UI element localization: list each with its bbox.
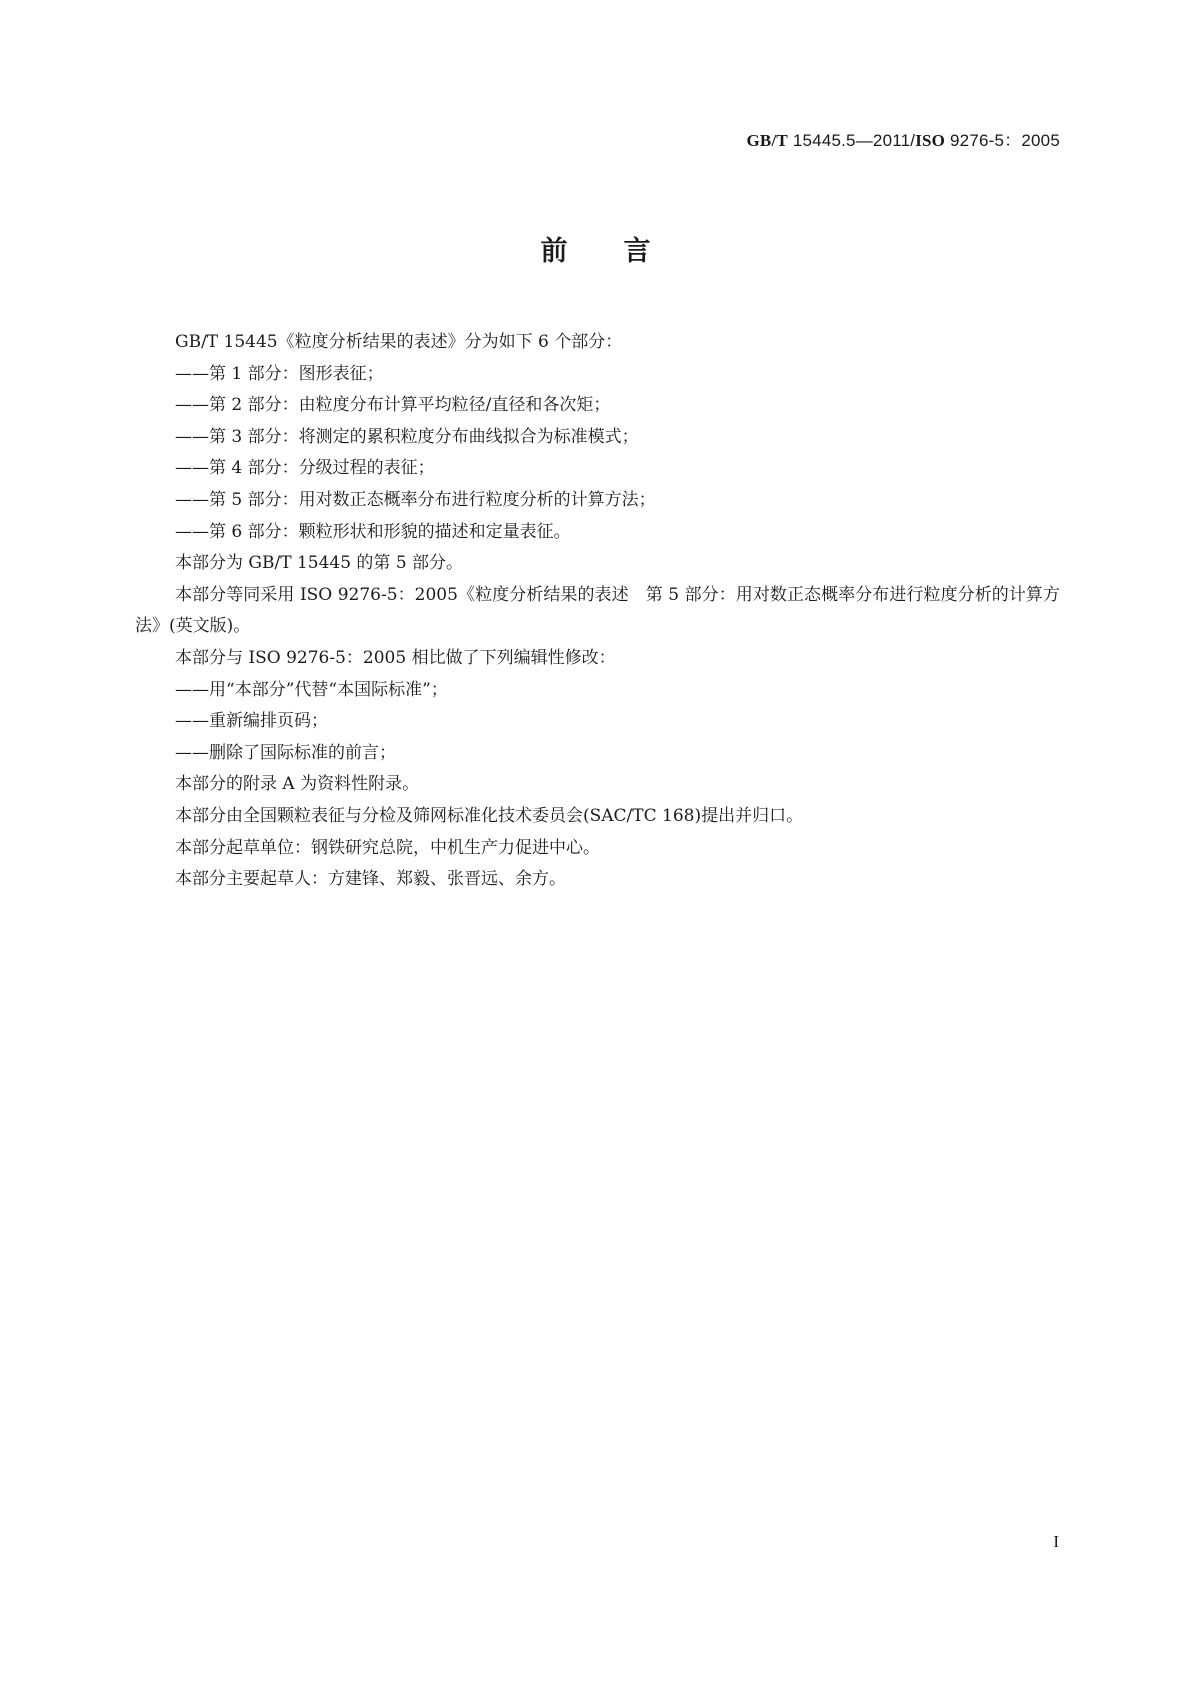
page-title-char-2: 言 xyxy=(623,236,651,267)
list-item: ——第 2 部分：由粒度分布计算平均粒径/直径和各次矩； xyxy=(175,395,611,416)
page-title xyxy=(0,229,1191,268)
list-item: ——用“本部分”代替“本国际标准”； xyxy=(175,679,448,700)
paragraph: 本部分等同采用 ISO 9276-5：2005《粒度分析结果的表述 第 5 部分：用对数正态概率分布进行粒度分析的计算方法》(英文版)。 xyxy=(135,584,1060,637)
paragraph: 本部分主要起草人：方建锋、郑毅、张晋远、余方。 xyxy=(175,869,566,890)
paragraph: 本部分的附录 A 为资料性附录。 xyxy=(175,774,420,795)
standard-prefix-iso: ISO xyxy=(915,131,946,150)
paragraph: 本部分起草单位：钢铁研究总院，中机生产力促进中心。 xyxy=(175,837,600,858)
list-item: ——第 6 部分：颗粒形状和形貌的描述和定量表征。 xyxy=(175,521,571,542)
paragraph: 本部分为 GB/T 15445 的第 5 部分。 xyxy=(175,553,464,574)
page-title-char-1: 前 xyxy=(540,236,568,267)
paragraph: GB/T 15445《粒度分析结果的表述》分为如下 6 个部分： xyxy=(175,332,623,352)
paragraph: 本部分与 ISO 9276-5：2005 相比做了下列编辑性修改： xyxy=(175,647,616,668)
list-item: ——第 5 部分：用对数正态概率分布进行粒度分析的计算方法； xyxy=(175,489,656,510)
list-item: ——删除了国际标准的前言； xyxy=(175,742,396,763)
standard-number-gb: 15445.5—2011/ xyxy=(787,131,916,150)
list-item: ——第 1 部分：图形表征； xyxy=(175,363,384,384)
foreword-body xyxy=(135,327,1060,896)
paragraph: 本部分由全国颗粒表征与分检及筛网标准化技术委员会(SAC/TC 168)提出并归口。 xyxy=(175,805,804,826)
list-item: ——第 3 部分：将测定的累积粒度分布曲线拟合为标准模式； xyxy=(175,426,639,447)
list-item: ——重新编排页码； xyxy=(175,711,328,732)
page-number: I xyxy=(1053,1532,1059,1551)
standard-code-header xyxy=(747,126,1061,151)
list-item: ——第 4 部分：分级过程的表征； xyxy=(175,458,435,479)
standard-number-iso: 9276-5：2005 xyxy=(945,131,1060,150)
standard-prefix-gbt: GB/T xyxy=(746,131,788,150)
